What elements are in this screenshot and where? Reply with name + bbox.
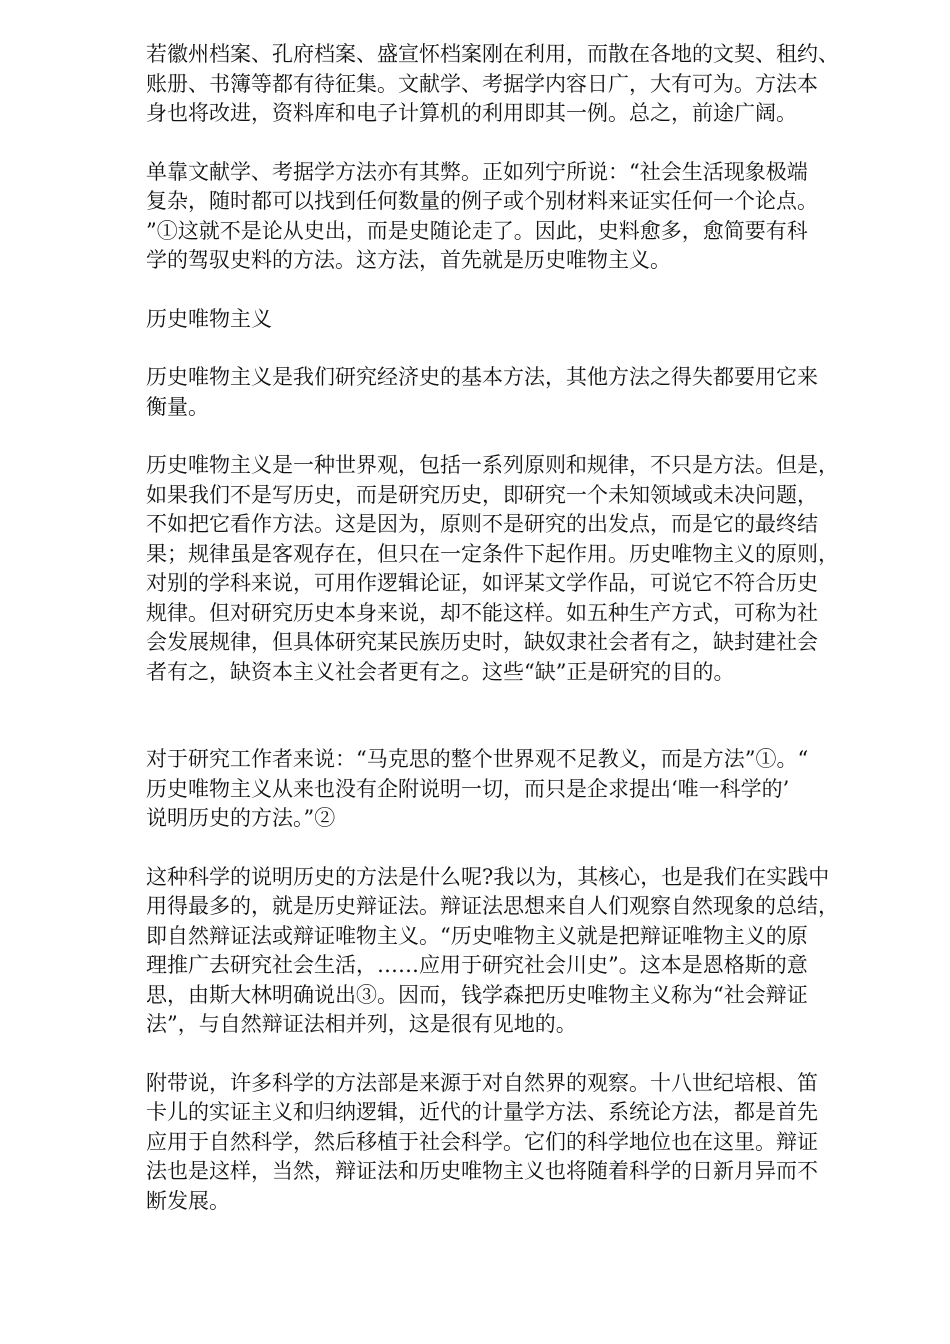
paragraph-textual-criticism: 单靠文献学、考据学方法亦有其弊。正如列宁所说：“社会生活现象极端 复杂，随时都可以找到任何数量的例子或个别材料来证实任何一个论点。 ”①这就不是论从史出，而是史随论走了。因此，史料愈多，愈简要有科 学的驾驭史料的方法。这方法，首先就是历史唯物主义。 <box>146 159 818 272</box>
paragraph-natural-sciences: 附带说，许多科学的方法部是来源于对自然界的观察。十八世纪培根、笛 卡儿的实证主义和归纳逻辑，近代的计量学方法、系统论方法，都是首先 应用于自然科学，然后移植于社会科学。它们的科学地位也在这里。辩证 法也是这样，当然，辩证法和历史唯物主义也将随着科学的日新月异而不 断发展。 <box>146 1070 818 1213</box>
paragraph-researchers: 对于研究工作者来说：“马克思的整个世界观不足教义，而是方法”①。“ 历史唯物主义从来也没有企附说明一切，而只是企求提出‘唯一科学的’ 说明历史的方法。”② <box>146 747 809 830</box>
document-body <box>146 40 876 1245</box>
paragraph-basic-method: 历史唯物主义是我们研究经济史的基本方法，其他方法之得失都要用它来 衡量。 <box>146 365 818 419</box>
section-heading: 历史唯物主义 <box>146 306 272 331</box>
paragraph-dialectics: 这种科学的说明历史的方法是什么呢?我以为，其核心，也是我们在实践中 用得最多的，就是历史辩证法。辩证法思想来自人们观察自然现象的总结， 即自然辩证法或辩证唯物主义。“历史唯物主义就是把辩证唯物主义的原 理推广去研究社会生活，……应用于研究社会川史”。这本是恩格斯的意 思，由斯大林明确说出③。因而，钱学森把历史唯物主义称为“社会辩证 法”，与自然辩证法相并列，这是很有见地的。 <box>146 864 839 1036</box>
paragraph-archives: 若徽州档案、孔府档案、盛宣怀档案刚在利用，而散在各地的文契、租约、 账册、书簿等都有待征集。文献学、考据学内容日广，大有可为。方法本 身也将改进，资料库和电子计算机的利用即其一例。总之，前途广阔。 <box>146 42 839 125</box>
paragraph-worldview: 历史唯物主义是一种世界观，包括一系列原则和规律，不只是方法。但是， 如果我们不是写历史，而是研究历史，即研究一个未知领域或未决问题， 不如把它看作方法。这是因为，原则不是研究的出发点，而是它的最终结 果；规律虽是客观存在，但只在一定条件下起作用。历史唯物主义的原则， 对别的学科来说，可用作逻辑论证，如评某文学作品，可说它不符合历史 规律。但对研究历史本身来说，却不能这样。如五种生产方式，可称为社 会发展规律，但具体研究某民族历史时，缺奴隶社会者有之，缺封建社会 者有之，缺资本主义社会者更有之。这些“缺”正是研究的目的。 <box>146 453 839 684</box>
